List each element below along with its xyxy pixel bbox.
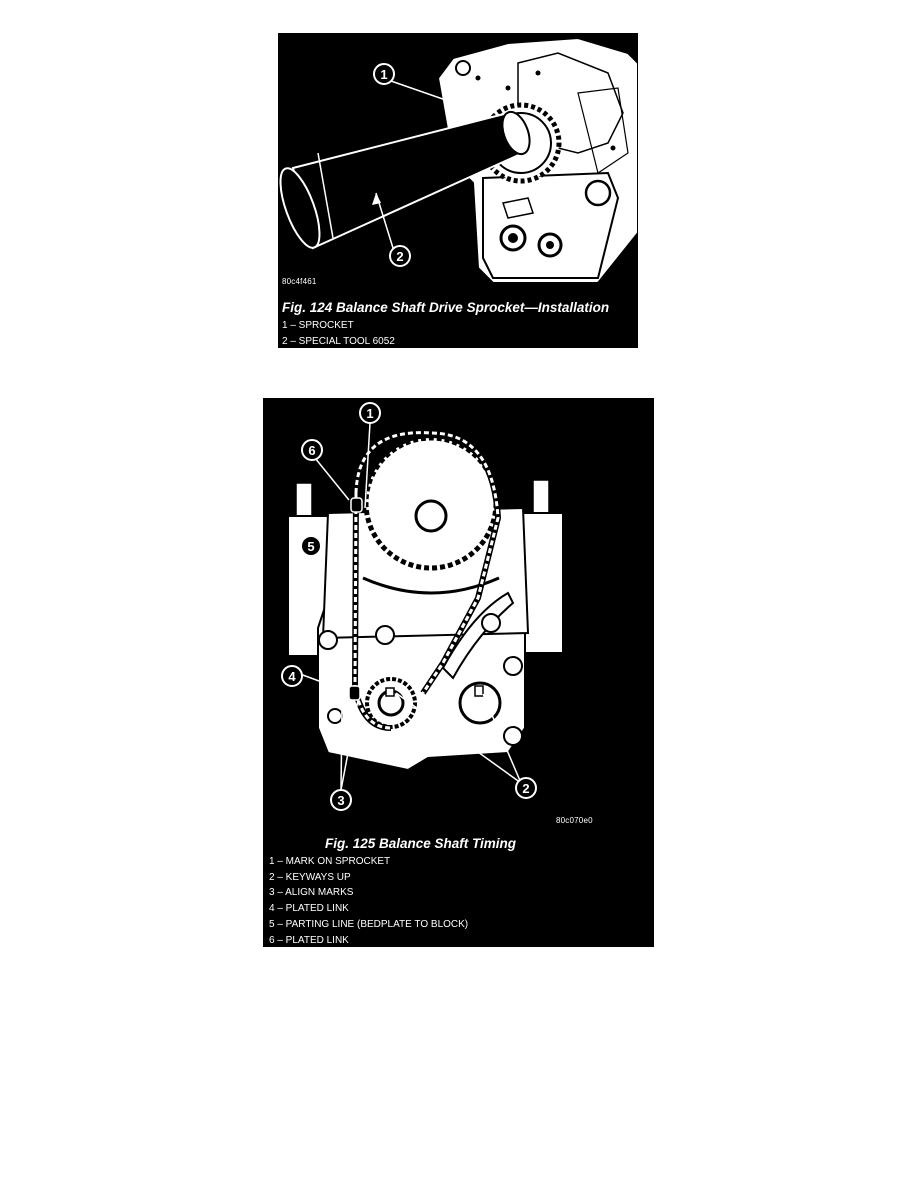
legend-item: 1 – MARK ON SPROCKET <box>269 856 391 867</box>
callout-3-label: 3 <box>337 793 345 808</box>
balance-shaft-timing-illustration <box>263 398 654 828</box>
legend-item: 2 – SPECIAL TOOL 6052 <box>282 335 395 347</box>
figure-caption: Fig. 124 Balance Shaft Drive Sprocket—Installation <box>282 300 610 315</box>
callout-2-label: 2 <box>396 249 404 264</box>
figure-code: 80c070e0 <box>556 816 593 825</box>
callout-1-label: 1 <box>380 67 388 82</box>
legend-item: 1 – SPROCKET <box>282 320 354 331</box>
callout-1-label: 1 <box>366 406 374 421</box>
legend-item: 6 – PLATED LINK <box>269 934 349 946</box>
figure-125 <box>263 398 654 947</box>
balance-shaft-sprocket-illustration <box>278 33 638 298</box>
figure-124 <box>278 33 638 348</box>
legend-item: 2 – KEYWAYS UP <box>269 871 351 883</box>
legend-item: 5 – PARTING LINE (BEDPLATE TO BLOCK) <box>269 918 469 930</box>
callout-5-label: 5 <box>307 539 315 554</box>
callout-6-label: 6 <box>308 443 316 458</box>
figure-legend <box>269 854 468 947</box>
callout-2-label: 2 <box>522 781 530 796</box>
legend-item: 3 – ALIGN MARKS <box>269 887 354 899</box>
legend-item: 4 – PLATED LINK <box>269 903 349 915</box>
callout-4-label: 4 <box>288 669 296 684</box>
figure-legend <box>282 318 395 348</box>
figure-caption: Fig. 125 Balance Shaft Timing <box>325 836 517 851</box>
figure-code: 80c4f461 <box>282 277 317 286</box>
